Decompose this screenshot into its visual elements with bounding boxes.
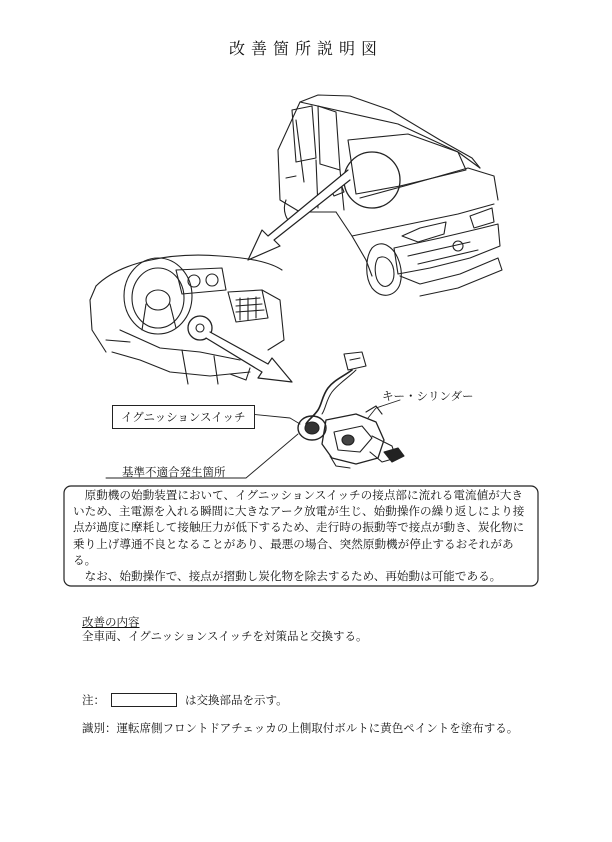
arrow-car-to-dash bbox=[248, 170, 350, 260]
ignition-switch-label: イグニッションスイッチ bbox=[112, 405, 255, 429]
replacement-part-swatch bbox=[111, 693, 177, 707]
page-title: 改善箇所説明図 bbox=[228, 39, 383, 58]
improvement-body: 全車両、イグニッションスイッチを対策品と交換する。 bbox=[82, 629, 368, 643]
replacement-note bbox=[82, 692, 288, 708]
description-paragraph-2: なお、始動操作で、接点が摺動し炭化物を除去するため、再始動は可能である。 bbox=[84, 569, 502, 584]
improvement-heading: 改善の内容 bbox=[82, 615, 140, 629]
note-suffix: は交換部品を示す。 bbox=[185, 693, 288, 707]
description-paragraph-1: 原動機の始動装置において、イグニッションスイッチの接点部に流れる電流値が大きいため、主電源を入れる瞬間に大きなアーク放電が生じ、始動操作の繰り返しにより接点が過度に摩耗して接触圧力が低下するため、走行時の振動等で接点が動き、炭化物に乗り上げ導通不良となることがあり、最悪の場合、突然原動機が停止するおそれがある。 bbox=[73, 488, 525, 567]
defect-location-label: 基準不適合発生箇所 bbox=[122, 465, 226, 479]
key-cylinder-label: キー・シリンダー bbox=[382, 389, 474, 403]
note-prefix: 注： bbox=[82, 693, 105, 707]
ignition-switch-drawing bbox=[298, 352, 404, 468]
leader-ignition-switch bbox=[250, 414, 300, 424]
arrow-dash-to-switch bbox=[206, 332, 292, 382]
car-illustration bbox=[278, 95, 502, 296]
defect-description bbox=[73, 487, 531, 591]
identification-note: 識別：運転席側フロントドアチェッカの上側取付ボルトに黄色ペイントを塗布する。 bbox=[82, 721, 519, 735]
